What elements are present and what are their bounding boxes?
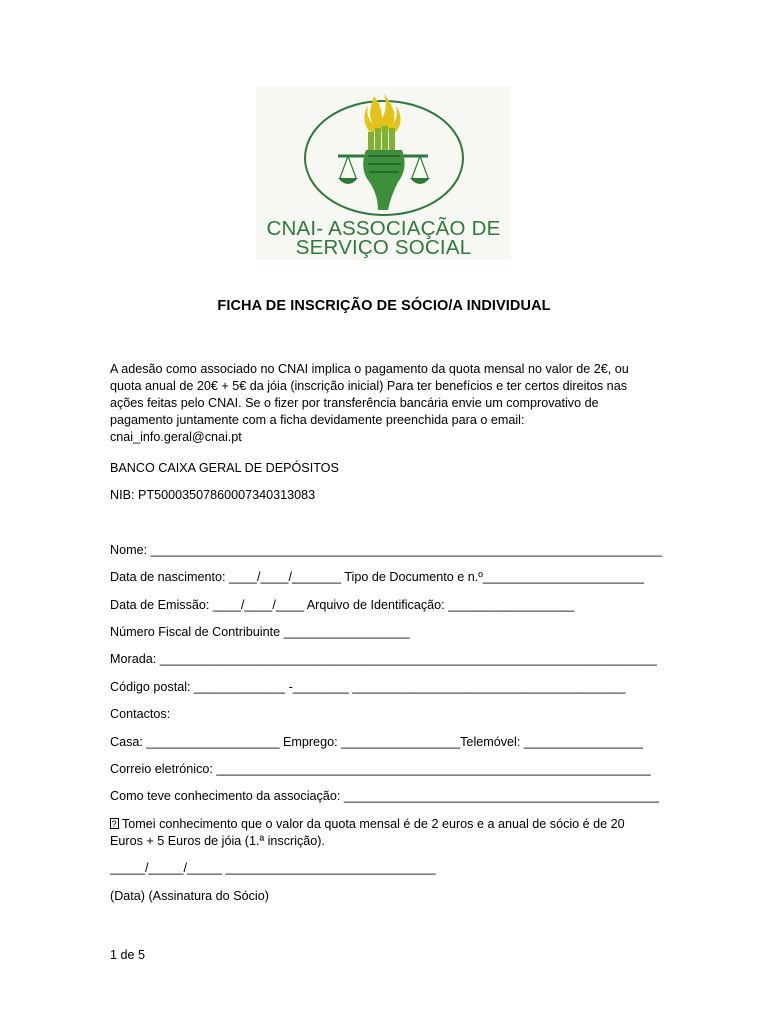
consent-checkbox[interactable] xyxy=(110,818,119,829)
consent-text: Tomei conhecimento que o valor da quota mensal é de 2 euros e a anual de sócio é de 20 xyxy=(122,817,625,831)
field-data-emissao[interactable]: Data de Emissão: ____/____/____ Arquivo de Identificação: __________________ xyxy=(110,598,575,612)
consent-line: Euros + 5 Euros de jóia (1.ª inscrição). xyxy=(110,834,326,848)
signature-caption: (Data) (Assinatura do Sócio) xyxy=(110,889,269,903)
field-correio-eletronico[interactable]: Correio eletrónico: ______________________________________________________________ xyxy=(110,762,651,776)
consent-block xyxy=(110,816,625,850)
consent-line xyxy=(110,816,625,833)
field-data-nascimento[interactable]: Data de nascimento: ____/____/_______ Tipo de Documento e n.º_______________________ xyxy=(110,570,644,584)
logo-text-line2: SERVIÇO SOCIAL xyxy=(295,236,472,259)
field-codigo-postal[interactable]: Código postal: _____________ -________ _______________________________________ xyxy=(110,680,626,694)
intro-line: quota anual de 20€ + 5€ da jóia (inscrição inicial) Para ter benefícios e ter certos direitos nas xyxy=(110,379,627,393)
field-nif[interactable]: Número Fiscal de Contribuinte __________________ xyxy=(110,625,410,639)
intro-line: pagamento juntamente com a ficha devidamente preenchida para o email: xyxy=(110,413,525,427)
intro-email: cnai_info.geral@cnai.pt xyxy=(110,430,242,444)
logo-text-line1: CNAI- ASSOCIAÇÃO DE xyxy=(266,217,501,240)
field-contactos-telefones[interactable]: Casa: ___________________ Emprego: _________________Telemóvel: _________________ xyxy=(110,735,643,749)
field-morada[interactable]: Morada: _______________________________________________________________________ xyxy=(110,652,657,666)
bank-nib: NIB: PT50003507860007340313083 xyxy=(110,488,316,502)
intro-paragraph xyxy=(110,361,670,446)
page-number: 1 de 5 xyxy=(110,948,146,962)
form-title: FICHA DE INSCRIÇÃO DE SÓCIO/A INDIVIDUAL xyxy=(217,298,551,314)
signature-line[interactable]: _____/_____/_____ ______________________________ xyxy=(110,861,436,875)
intro-line: A adesão como associado no CNAI implica o pagamento da quota mensal no valor de 2€, ou xyxy=(110,362,629,376)
field-nome[interactable]: Nome: _________________________________________________________________________ xyxy=(110,543,662,557)
field-conhecimento[interactable]: Como teve conhecimento da associação: _____________________________________________ xyxy=(110,789,659,803)
contactos-label: Contactos: xyxy=(110,707,171,721)
bank-name: BANCO CAIXA GERAL DE DEPÓSITOS xyxy=(110,461,339,475)
cnai-logo xyxy=(256,86,511,260)
intro-line: ações feitas pelo CNAI. Se o fizer por transferência bancária envie um comprovativo de xyxy=(110,396,599,410)
